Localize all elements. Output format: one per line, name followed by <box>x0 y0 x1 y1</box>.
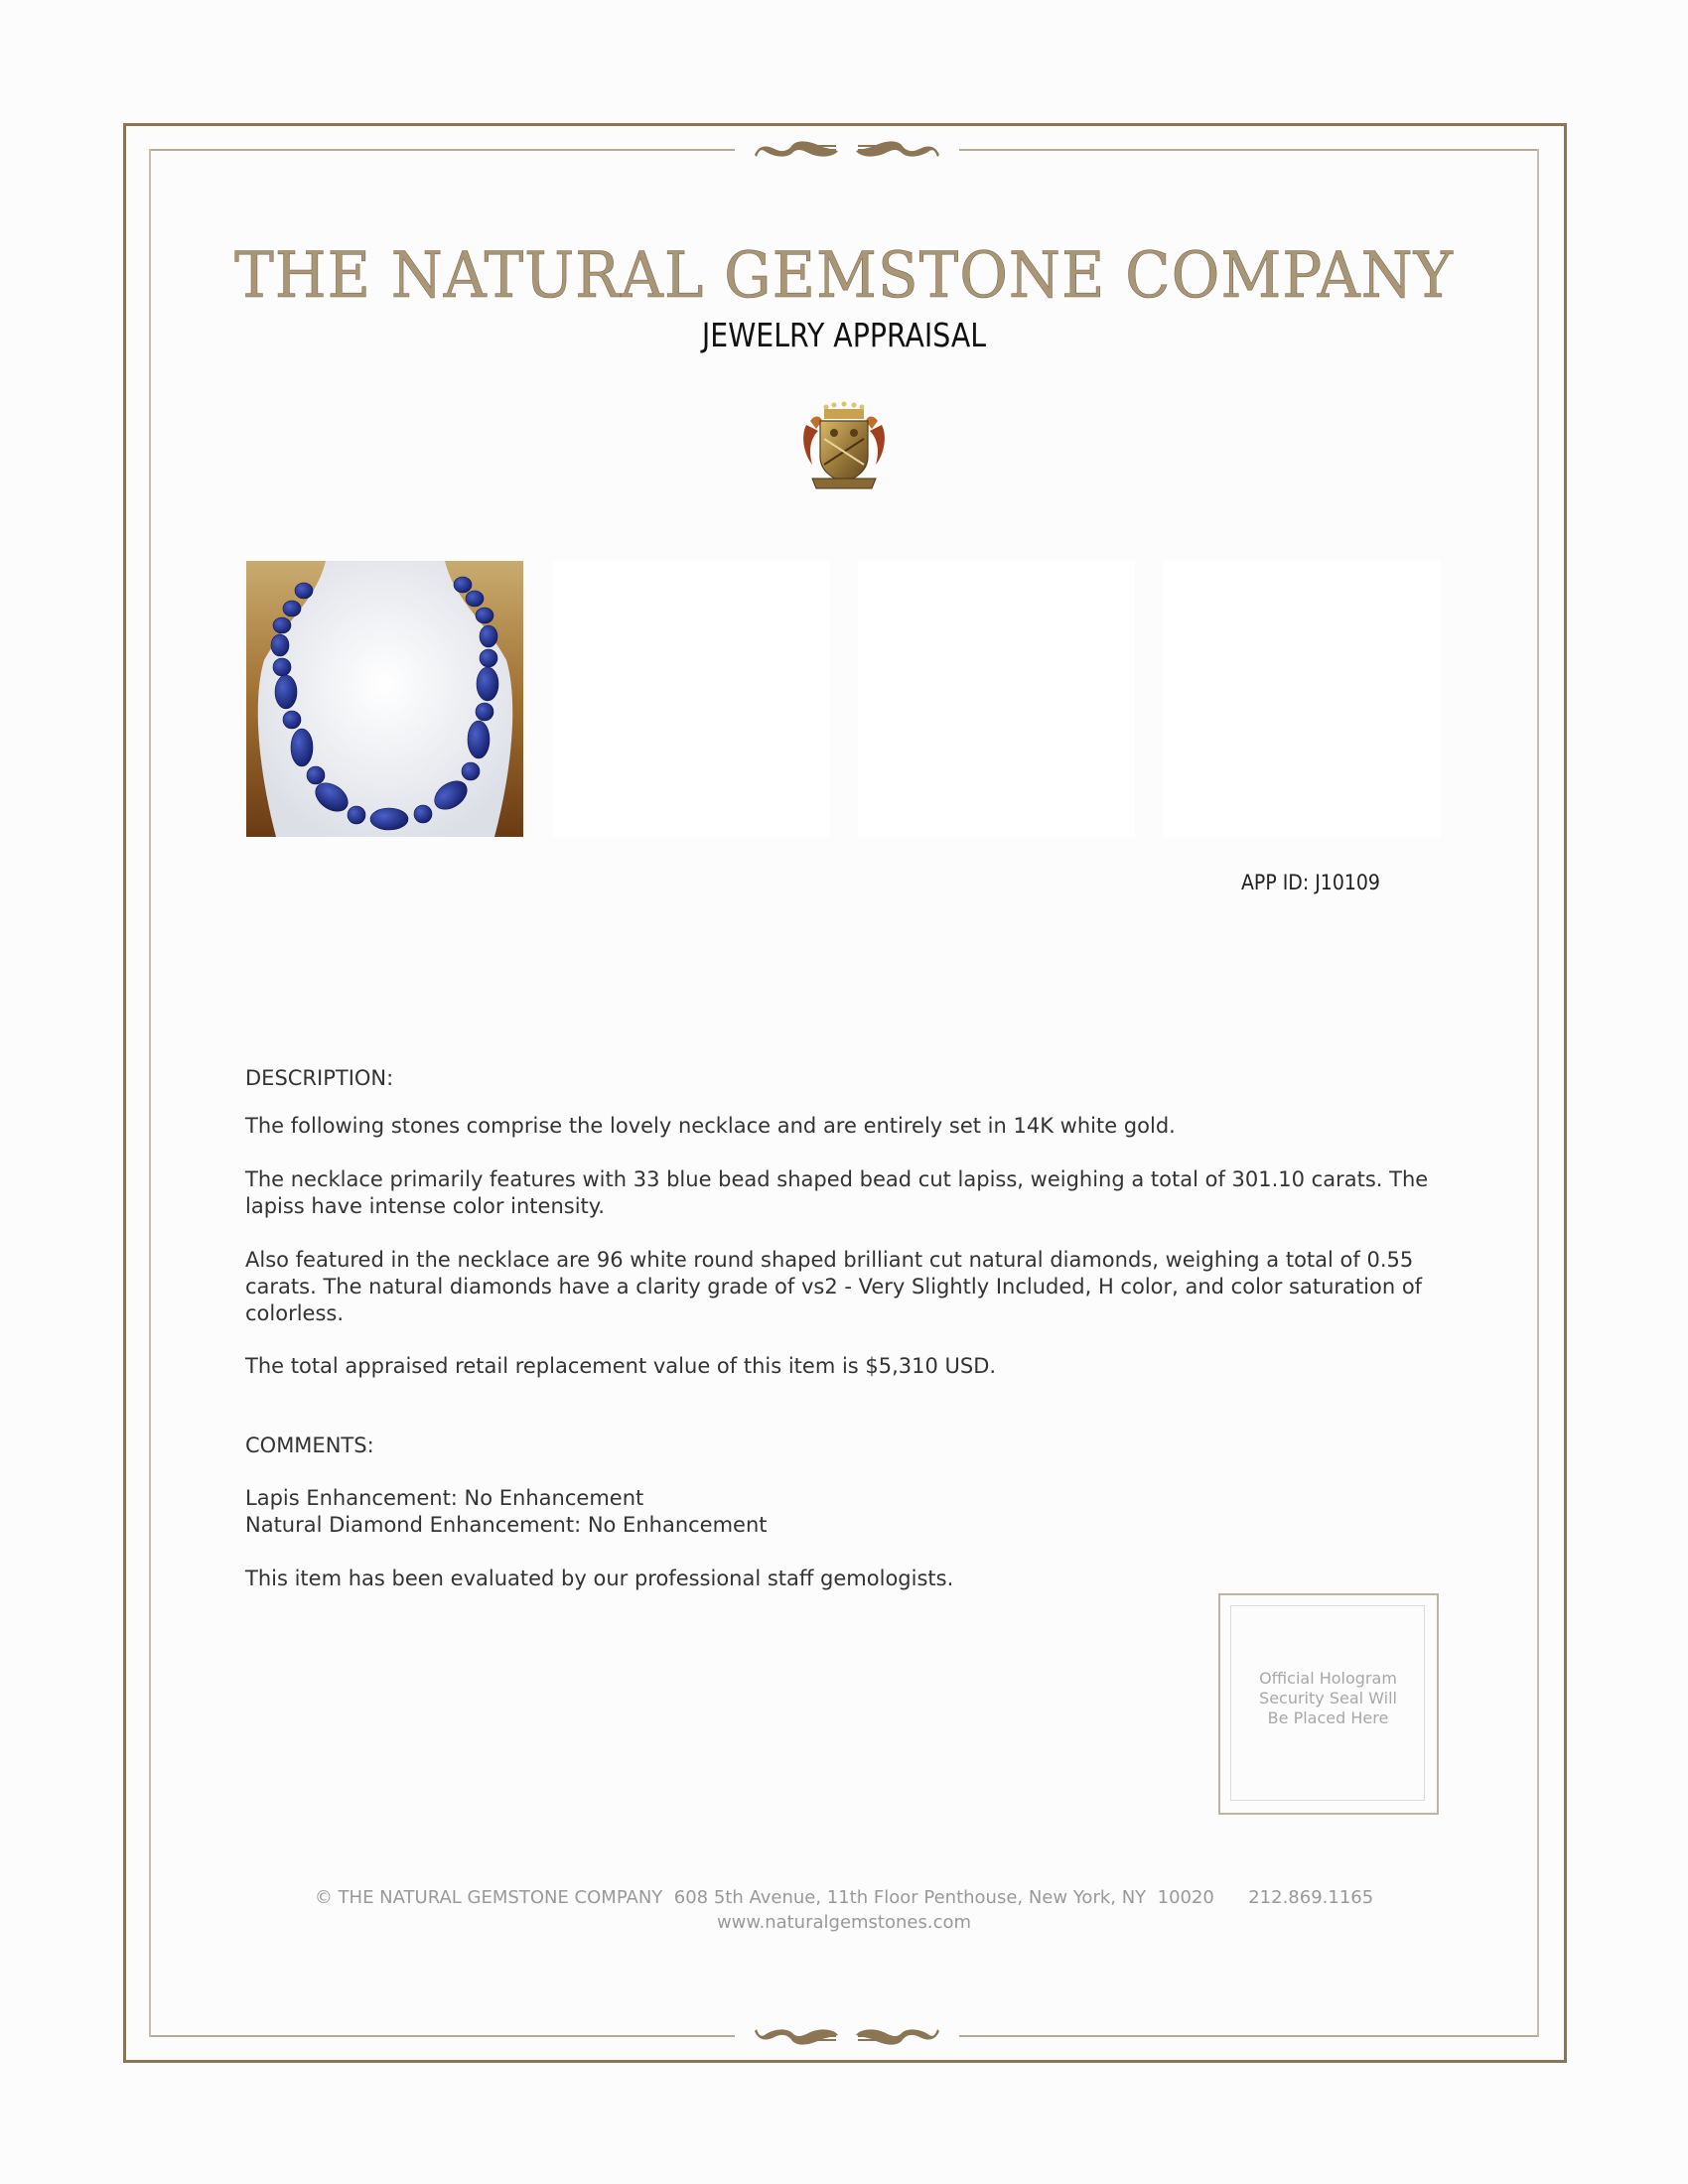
inner-border-left <box>149 149 151 2037</box>
seal-line-2: Security Seal Will <box>1259 1689 1397 1707</box>
description-paragraph-3: Also featured in the necklace are 96 white round shaped brilliant cut natural diamonds, weighing a total of 0.55 carats. The natural diamonds have a clarity grade of vs2 - Very Slightly Included, H color, and color saturation of colorless. <box>245 1248 1423 1325</box>
company-name-title: THE NATURAL GEMSTONE COMPANY <box>234 239 1454 313</box>
photo-slot-4 <box>1163 561 1440 837</box>
inner-border-right <box>1537 149 1539 2037</box>
description-paragraph-1: The following stones comprise the lovely necklace and are entirely set in 14K white gold. <box>245 1114 1176 1138</box>
inner-border-bottom-left <box>149 2035 735 2037</box>
appraised-value-text: The total appraised retail replacement value of this item is $5,310 USD. <box>245 1354 997 1378</box>
seal-line-1: Official Hologram <box>1259 1669 1397 1688</box>
seal-line-3: Be Placed Here <box>1267 1708 1389 1727</box>
inner-border-top-right <box>959 149 1539 151</box>
flourish-ornament-top-icon <box>753 137 941 159</box>
flourish-ornament-bottom-icon <box>753 2027 941 2049</box>
comment-lapis-enhancement: Lapis Enhancement: No Enhancement <box>245 1486 644 1510</box>
description-paragraph-2: The necklace primarily features with 33 blue bead shaped bead cut lapiss, weighing a total of 301.10 carats. The lapiss have intense color intensity. <box>245 1167 1429 1218</box>
description-heading: DESCRIPTION: <box>245 1066 394 1090</box>
crest-icon <box>800 401 888 492</box>
comments-heading: COMMENTS: <box>245 1433 374 1457</box>
comment-diamond-enhancement: Natural Diamond Enhancement: No Enhancement <box>245 1513 768 1537</box>
app-id: APP ID: J10109 <box>1241 871 1380 894</box>
inner-border-top-left <box>149 149 735 151</box>
photo-slot-3 <box>858 561 1135 837</box>
inner-border-bottom-right <box>959 2035 1539 2037</box>
footer-address: © THE NATURAL GEMSTONE COMPANY 608 5th Avenue, 11th Floor Penthouse, New York, NY 10020 212.869.1165 <box>314 1887 1374 1908</box>
hologram-seal-text <box>1230 1669 1426 1728</box>
footer-website-link[interactable]: www.naturalgemstones.com <box>716 1912 972 1933</box>
document-title: JEWELRY APPRAISAL <box>701 316 987 354</box>
photo-slot-2 <box>553 561 830 837</box>
necklace-photo <box>246 561 523 837</box>
evaluation-statement: This item has been evaluated by our professional staff gemologists. <box>245 1567 954 1590</box>
